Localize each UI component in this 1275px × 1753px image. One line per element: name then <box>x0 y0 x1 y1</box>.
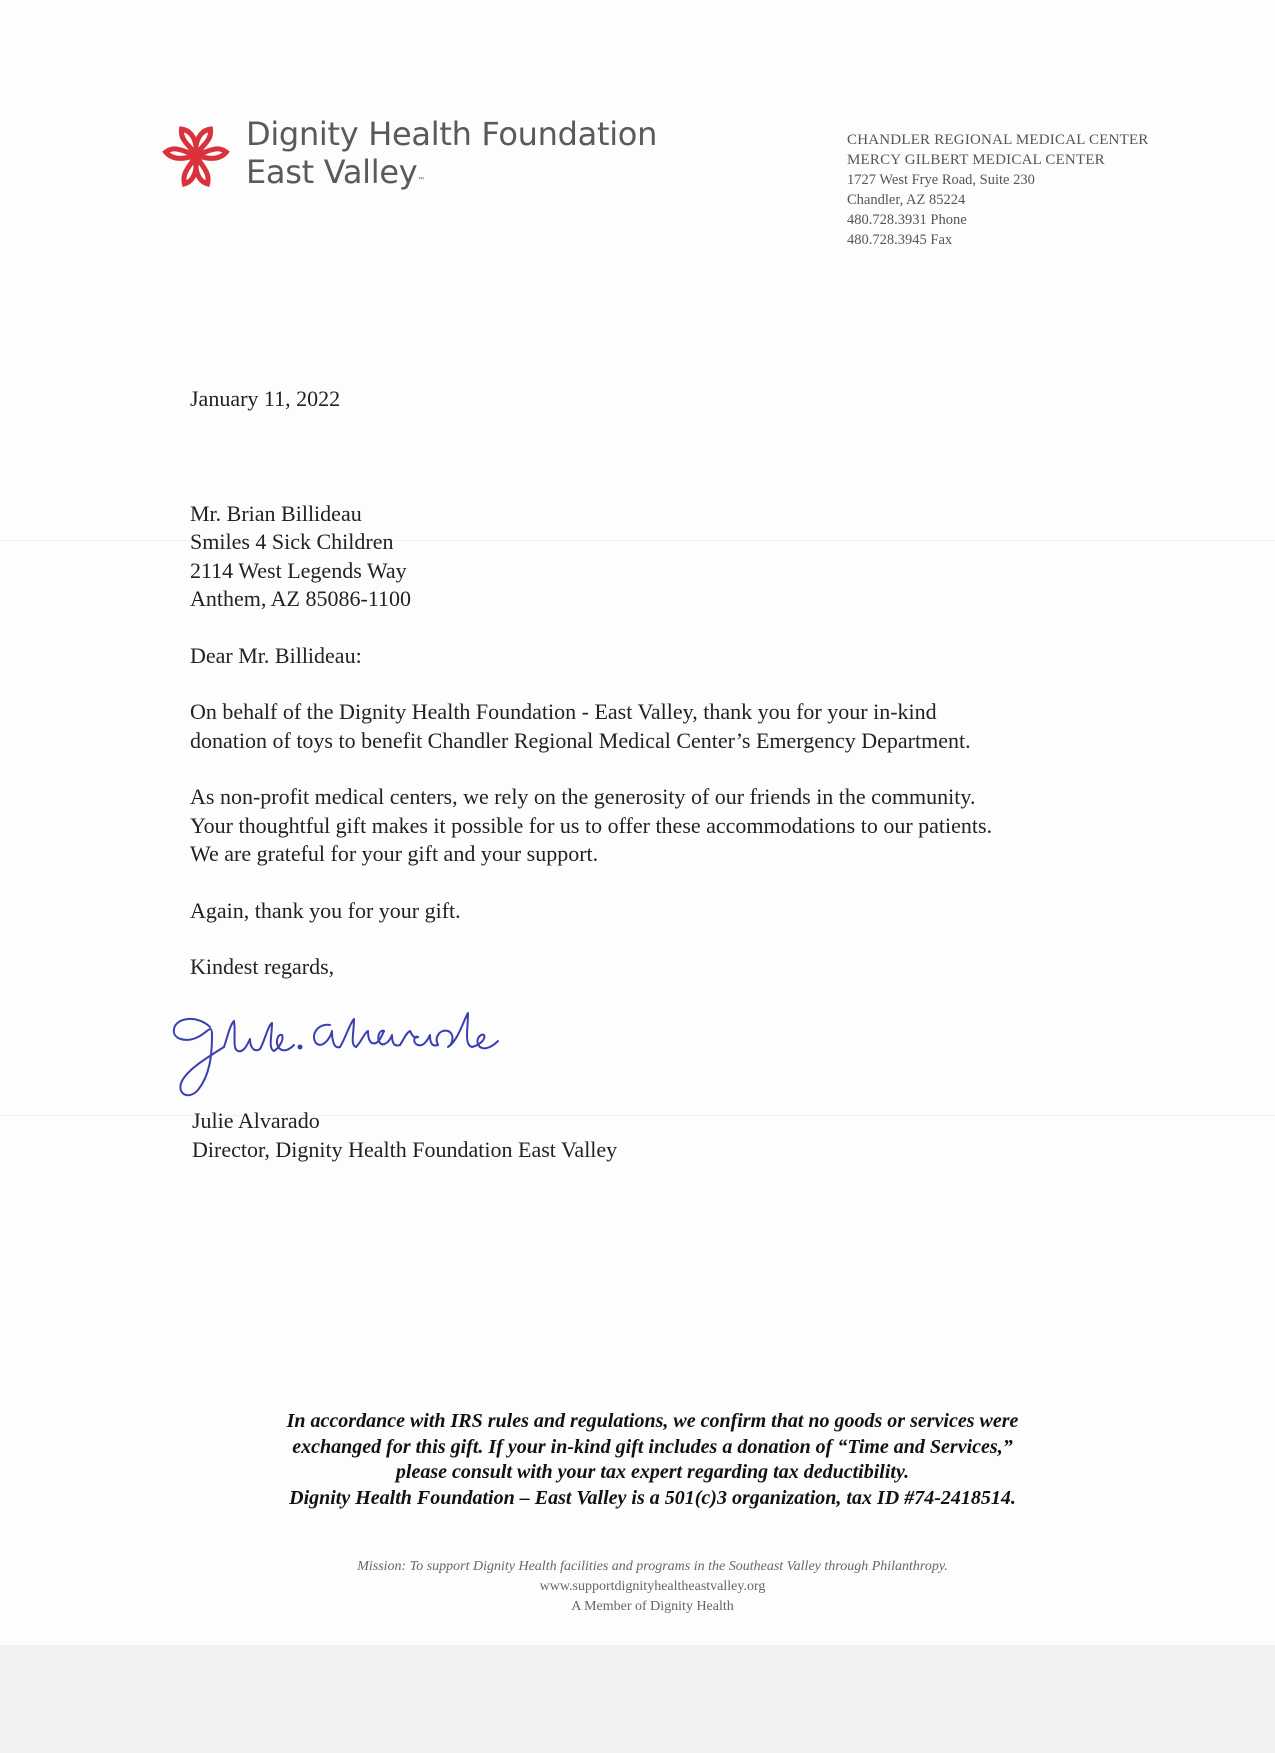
logo-line2: East Valley <box>246 153 418 191</box>
irs-line: please consult with your tax expert regarding tax deductibility. <box>395 1461 910 1483</box>
letter-body <box>190 385 1110 982</box>
recipient-city: Anthem, AZ 85086-1100 <box>190 586 411 611</box>
paragraph-line: As non-profit medical centers, we rely on the generosity of our friends in the community. <box>190 784 976 809</box>
signer-block <box>192 1106 617 1164</box>
irs-line: exchanged for this gift. If your in-kind gift includes a donation of “Time and Services,” <box>292 1435 1013 1458</box>
paragraph-3: Again, thank you for your gift. <box>190 897 461 923</box>
paragraph-1 <box>190 698 1110 755</box>
logo-line1: Dignity Health Foundation <box>246 115 658 153</box>
paragraph-line: Your thoughtful gift makes it possible for us to offer these accommodations to our patients. <box>190 812 993 838</box>
salutation: Dear Mr. Billideau: <box>190 642 362 668</box>
recipient-street: 2114 West Legends Way <box>190 557 407 583</box>
paragraph-line: donation of toys to benefit Chandler Regional Medical Center’s Emergency Department. <box>190 727 971 753</box>
recipient-name: Mr. Brian Billideau <box>190 500 362 526</box>
star-flower-logo-icon <box>160 119 232 191</box>
paragraph-2 <box>190 783 1110 869</box>
handwritten-signature <box>168 995 528 1105</box>
paragraph-line: We are grateful for your gift and your support. <box>190 841 599 866</box>
irs-line: Dignity Health Foundation – East Valley is a 501(c)3 organization, tax ID #74-2418514. <box>289 1486 1016 1509</box>
closing: Kindest regards, <box>190 954 335 979</box>
mission-statement: Mission: To support Dignity Health facilities and programs in the Southeast Valley through Philanthropy. <box>357 1559 948 1574</box>
address-line: CHANDLER REGIONAL MEDICAL CENTER <box>847 132 1149 148</box>
recipient-address <box>190 500 1110 614</box>
foundation-logo <box>160 115 657 200</box>
letterhead-address <box>847 130 1149 250</box>
phone-line: 480.728.3931 Phone <box>847 212 967 228</box>
website-url: www.supportdignityhealtheastvalley.org <box>539 1579 766 1594</box>
signer-title: Director, Dignity Health Foundation East Valley <box>192 1137 618 1162</box>
address-line: MERCY GILBERT MEDICAL CENTER <box>847 152 1105 168</box>
paragraph-line: On behalf of the Dignity Health Foundation - East Valley, thank you for your in-kind <box>190 699 937 724</box>
irs-line: In accordance with IRS rules and regulations, we confirm that no goods or services were <box>286 1410 1019 1432</box>
letter-footer <box>190 1557 1115 1617</box>
logo-wordmark <box>246 115 657 200</box>
address-line: 1727 West Frye Road, Suite 230 <box>847 172 1035 188</box>
irs-notice <box>190 1409 1115 1511</box>
recipient-org: Smiles 4 Sick Children <box>190 529 394 554</box>
logo-line2-wrap <box>246 153 657 200</box>
letter-date: January 11, 2022 <box>190 386 341 411</box>
address-line: Chandler, AZ 85224 <box>847 192 966 208</box>
member-line: A Member of Dignity Health <box>571 1599 734 1614</box>
fax-line: 480.728.3945 Fax <box>847 232 953 248</box>
trademark-symbol: ™ <box>417 176 426 185</box>
signer-name: Julie Alvarado <box>192 1108 320 1133</box>
